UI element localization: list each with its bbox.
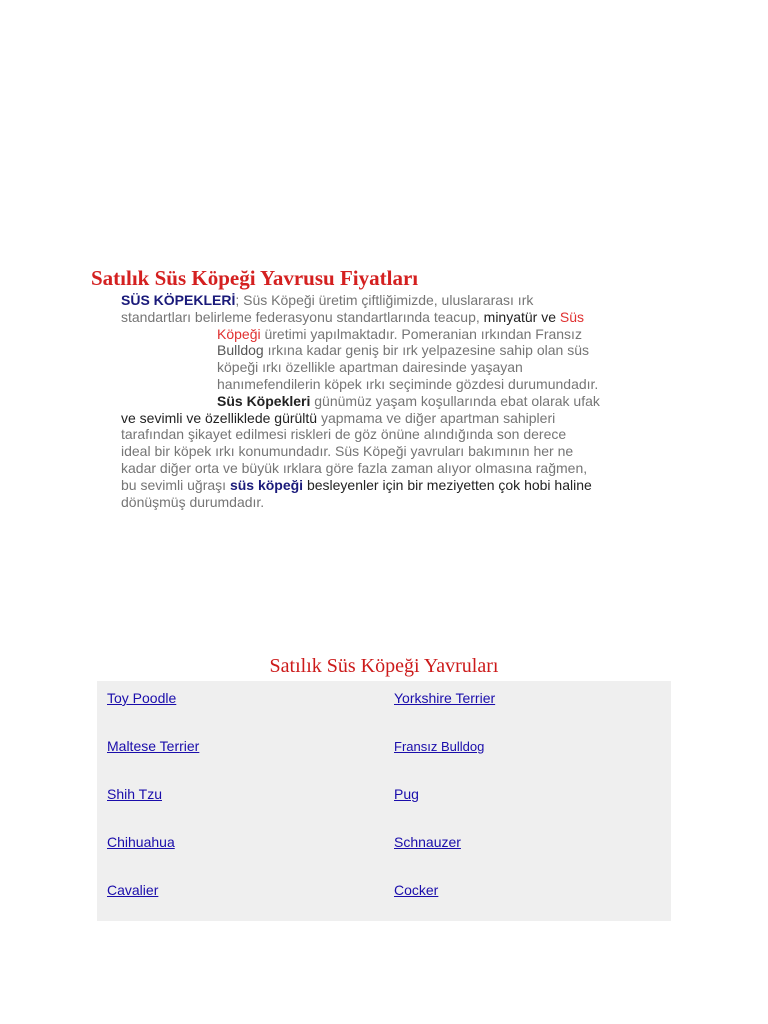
intro-line-13: dönüşmüş durumdadır. xyxy=(121,493,265,510)
intro-line-12: bu sevimli uğraşı süs köpeği besleyenler için bir meziyetten çok hobi haline xyxy=(121,476,592,493)
intro-line-9: tarafından şikayet edilmesi riskleri de göz önüne alındığında son derece xyxy=(121,426,567,443)
breed-link-fransiz-bulldog[interactable]: Fransız Bulldog xyxy=(394,739,485,754)
intro-line-7: Süs Köpekleri günümüz yaşam koşullarında ebat olarak ufak xyxy=(217,392,600,409)
breed-link-toy-poodle[interactable]: Toy Poodle xyxy=(107,690,177,706)
breed-link-chihuahua[interactable]: Chihuahua xyxy=(107,834,175,850)
breed-link-maltese-terrier[interactable]: Maltese Terrier xyxy=(107,738,200,754)
page-title: Satılık Süs Köpeği Yavrusu Fiyatları xyxy=(91,266,419,290)
intro-line-10: ideal bir köpek ırkı konumundadır. Süs Köpeği yavruları bakımının her ne xyxy=(121,443,574,460)
article-intro xyxy=(121,292,651,510)
intro-lead-bold: SÜS KÖPEKLERİ xyxy=(121,292,236,308)
breed-link-cocker[interactable]: Cocker xyxy=(394,882,439,898)
breed-link-shih-tzu[interactable]: Shih Tzu xyxy=(107,786,162,802)
p2-lead-bold: Süs Köpekleri xyxy=(217,392,311,409)
breeds-title: Satılık Süs Köpeği Yavruları xyxy=(269,655,499,677)
intro-line-11: kadar diğer orta ve büyük ırklara göre fazla zaman alıyor olmasına rağmen, xyxy=(121,459,588,476)
sus-kopegi-bold-link[interactable]: süs köpeği xyxy=(229,476,304,493)
intro-line-3: Köpeği üretimi yapılmaktadır. Pomeranian ırkından Fransız xyxy=(217,325,582,342)
intro-line-2: standartları belirleme federasyonu standartlarında teacup, minyatür ve Süs xyxy=(121,308,585,325)
sus-kopegi-link-part2[interactable]: Köpeği xyxy=(217,325,261,342)
sus-kopegi-link-part1[interactable]: Süs xyxy=(559,308,585,325)
intro-line-8: ve sevimli ve özelliklede gürültü yapmama ve diğer apartman sahipleri xyxy=(121,409,556,426)
intro-line-1: SÜS KÖPEKLERİ; Süs Köpeği üretim çiftliğimizde, uluslararası ırk xyxy=(121,292,534,308)
intro-line-5: köpeği ırkı özellikle apartman dairesinde yaşayan xyxy=(217,359,523,376)
breed-links-panel xyxy=(97,681,671,921)
intro-line-4: Bulldog ırkına kadar geniş bir ırk yelpazesine sahip olan süs xyxy=(217,342,589,359)
breed-link-yorkshire-terrier[interactable]: Yorkshire Terrier xyxy=(394,690,496,706)
breed-link-pug[interactable]: Pug xyxy=(394,786,419,802)
breed-link-cavalier[interactable]: Cavalier xyxy=(107,882,159,898)
intro-line-6: hanımefendilerin köpek ırkı seçiminde gözdesi durumundadır. xyxy=(217,375,599,392)
breed-link-schnauzer[interactable]: Schnauzer xyxy=(394,834,461,850)
